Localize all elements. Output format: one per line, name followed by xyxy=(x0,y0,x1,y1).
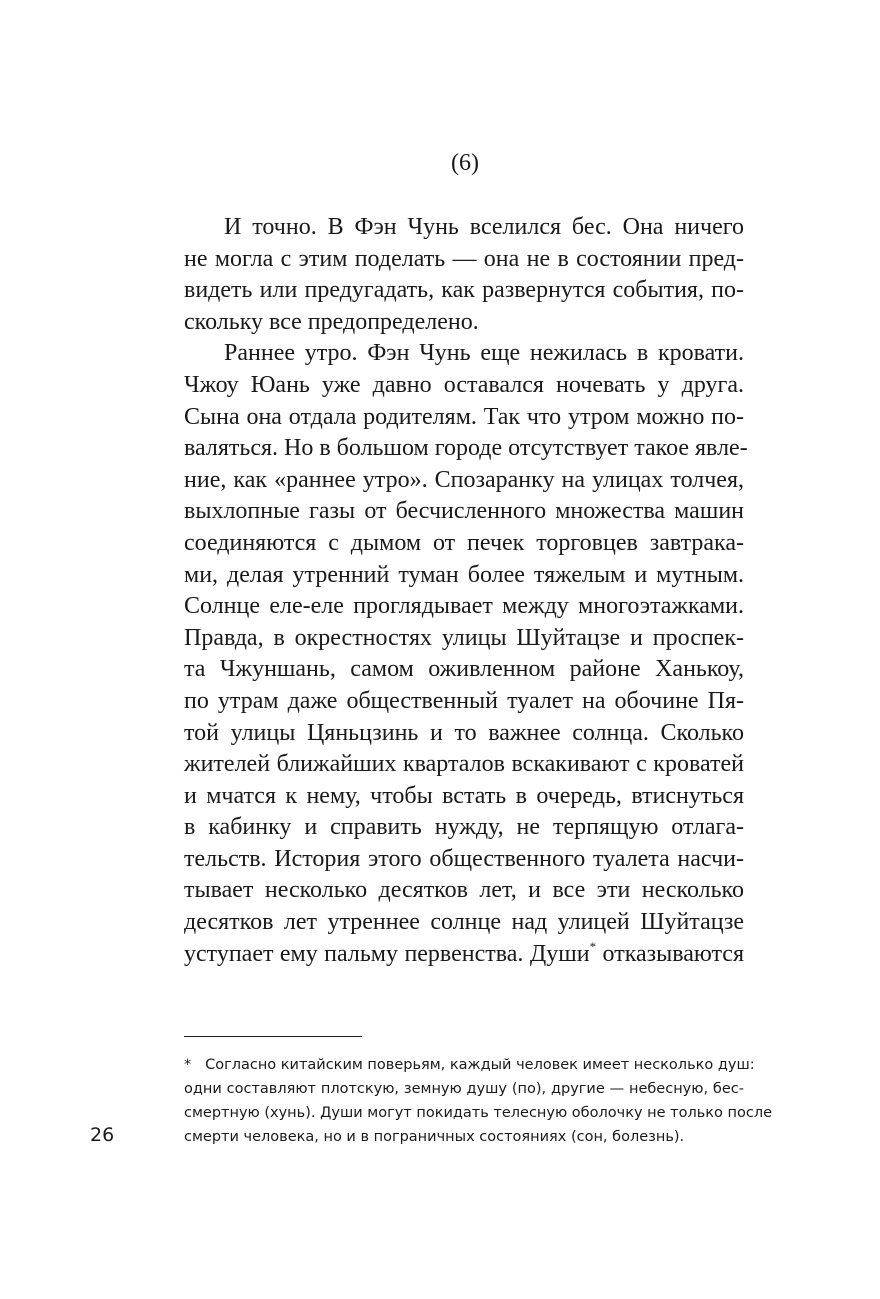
text-line: тывает несколько десятков лет, и все эти несколько xyxy=(184,877,744,904)
text-line: по утрам даже общественный туалет на обочине Пя- xyxy=(184,687,744,714)
text-line: выхлопные газы от бесчисленного множества машин xyxy=(184,498,744,525)
footnote-line: * Согласно китайским поверьям, каждый человек имеет несколько душ: xyxy=(184,1057,755,1073)
text-line: соединяются с дымом от печек торговцев завтрака- xyxy=(184,529,744,556)
chapter-number: (6) xyxy=(451,150,479,176)
text-fragment: отказываются xyxy=(596,940,744,967)
text-line: ми, делая утренний туман более тяжелым и мутным. xyxy=(184,561,744,588)
text-line: Чжоу Юань уже давно оставался ночевать у друга. xyxy=(184,371,744,398)
text-line: И точно. В Фэн Чунь вселился бес. Она ничего xyxy=(224,214,744,240)
text-line: жителей ближайших кварталов вскакивают с кроватей xyxy=(184,751,744,778)
text-line-with-footnote xyxy=(184,939,744,971)
main-text xyxy=(184,212,748,970)
footnote-reference[interactable]: * xyxy=(589,938,597,954)
text-line: в кабинку и справить нужду, не терпящую отлага- xyxy=(184,814,744,841)
page-number: 26 xyxy=(90,1124,115,1146)
text-line: ние, как «раннее утро». Спозаранку на улицах толчея, xyxy=(184,466,744,493)
text-line: тельств. История этого общественного туалета насчи- xyxy=(184,845,744,872)
text-fragment: уступает ему пальму первенства. Души xyxy=(184,940,590,967)
text-line: видеть или предугадать, как развернутся события, по- xyxy=(184,277,744,304)
text-line: скольку все предопределено. xyxy=(184,308,479,335)
text-line: и мчатся к нему, чтобы встать в очередь, втиснуться xyxy=(184,782,744,809)
footnote-line: одни составляют плотскую, земную душу (по), другие — небесную, бес- xyxy=(184,1081,744,1097)
footnote-line: смертную (хунь). Души могут покидать телесную оболочку не только после xyxy=(184,1105,773,1121)
text-line: Сына она отдала родителям. Так что утром можно по- xyxy=(184,403,744,430)
text-line: Раннее утро. Фэн Чунь еще нежилась в кровати. xyxy=(224,340,744,367)
footnote-line: смерти человека, но и в пограничных состояниях (сон, болезнь). xyxy=(184,1129,685,1145)
text-line: валяться. Но в большом городе отсутствует такое явле- xyxy=(184,435,748,462)
text-line: Солнце еле-еле проглядывает между многоэтажками. xyxy=(184,593,744,620)
text-line: Правда, в окрестностях улицы Шуйтацзе и проспек- xyxy=(184,624,744,651)
text-line: десятков лет утреннее солнце над улицей Шуйтацзе xyxy=(184,909,744,936)
footnote xyxy=(184,1053,773,1149)
text-line: та Чжуншань, самом оживленном районе Ханькоу, xyxy=(184,656,744,683)
text-line: не могла с этим поделать — она не в состоянии пред- xyxy=(184,245,744,272)
text-line: той улицы Цяньцзинь и то важнее солнца. Сколько xyxy=(184,719,744,746)
footnote-divider xyxy=(184,1036,362,1037)
